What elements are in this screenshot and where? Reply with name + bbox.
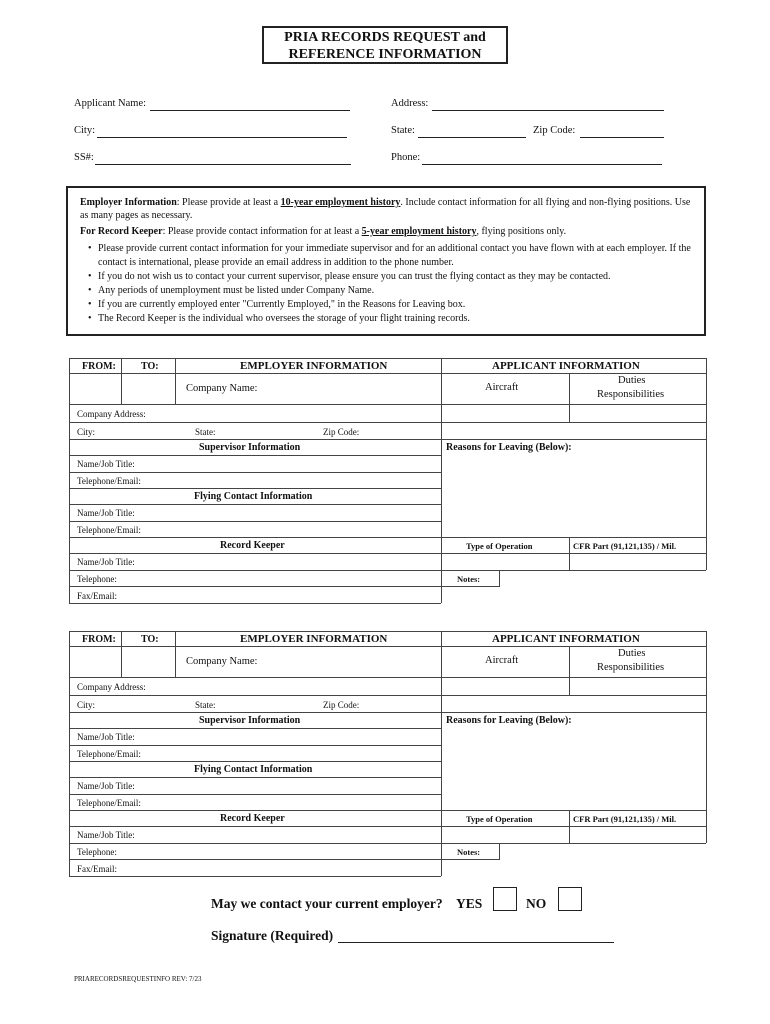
duties-label: Duties: [618, 375, 646, 386]
employer-table-2: [0, 631, 770, 881]
col-divider: [175, 358, 176, 404]
row-divider: [69, 810, 441, 811]
aircraft-label: Aircraft: [485, 382, 519, 393]
row-divider: [69, 843, 441, 844]
zip-label: Zip Code:: [533, 125, 576, 136]
row-divider: [69, 777, 441, 778]
col-divider: [569, 646, 570, 695]
employer-table-1: [0, 358, 770, 608]
row-divider: [69, 586, 441, 587]
zip-label: Zip Code:: [323, 427, 360, 437]
duties-label: Duties: [618, 648, 646, 659]
table-border-right: [706, 358, 707, 570]
supervisor-tel-label: Telephone/Email:: [77, 749, 141, 759]
keeper-instructions: [80, 225, 694, 238]
row-divider: [441, 422, 706, 423]
row-divider: [69, 570, 441, 571]
supervisor-tel-label: Telephone/Email:: [77, 476, 141, 486]
employer-instructions: [80, 196, 694, 222]
row-divider: [69, 745, 441, 746]
col-divider: [569, 537, 570, 570]
phone-label: Phone:: [391, 152, 421, 163]
table-border-bottom: [69, 876, 441, 877]
from-label: FROM:: [82, 634, 116, 645]
instructions-box: [66, 186, 706, 336]
row-divider: [69, 712, 441, 713]
row-divider: [69, 488, 441, 489]
title-line-1: PRIA RECORDS REQUEST and: [284, 30, 486, 45]
row-divider: [69, 521, 441, 522]
reasons-for-leaving-field[interactable]: [442, 440, 706, 537]
reasons-label: Reasons for Leaving (Below):: [446, 715, 572, 726]
to-date-field[interactable]: [122, 647, 175, 677]
keeper-label: For Record Keeper: [80, 226, 163, 237]
no-checkbox[interactable]: [558, 887, 582, 911]
yes-checkbox[interactable]: [493, 887, 517, 911]
employer-text-1: : Please provide at least a: [176, 197, 281, 208]
employer-emphasis: 10-year employment history: [280, 197, 401, 208]
cfr-part-label: CFR Part (91,121,135) / Mil.: [573, 814, 677, 824]
col-divider: [569, 373, 570, 422]
notes-label: Notes:: [457, 847, 481, 857]
reasons-label: Reasons for Leaving (Below):: [446, 442, 572, 453]
list-item: • Any periods of unemployment must be listed under Company Name.: [90, 284, 694, 298]
list-item: • Please provide current contact information for your immediate supervisor and for an additional contact you have flown with at each employer. If the contact is international, please provide an email address in addition to the phone number.: [90, 242, 694, 270]
notes-border: [499, 843, 500, 860]
keeper-name-label: Name/Job Title:: [77, 557, 135, 567]
responsibilities-label: Responsibilities: [597, 389, 665, 400]
signature-field[interactable]: [338, 942, 614, 943]
row-divider: [69, 794, 441, 795]
table-border-top: [69, 631, 706, 632]
to-label: TO:: [141, 361, 159, 372]
applicant-header: APPLICANT INFORMATION: [492, 360, 640, 372]
from-label: FROM:: [82, 361, 116, 372]
responsibilities-label: Responsibilities: [597, 662, 665, 673]
applicant-name-field[interactable]: [150, 110, 350, 111]
row-divider: [69, 404, 441, 405]
row-divider: [441, 843, 706, 844]
row-divider: [441, 404, 706, 405]
state-label: State:: [195, 427, 216, 437]
type-of-operation-label: Type of Operation: [466, 541, 533, 551]
row-divider: [69, 761, 441, 762]
instruction-list: [80, 242, 694, 326]
to-label: TO:: [141, 634, 159, 645]
list-item: • If you do not wish us to contact your current supervisor, please ensure you can trust the flying contact as they may be contacted.: [90, 270, 694, 284]
zip-label: Zip Code:: [323, 700, 360, 710]
employer-text-2: . Include contact information for all flying and non-flying positions. Use as many pages as necessary.: [80, 197, 691, 221]
supervisor-name-label: Name/Job Title:: [77, 732, 135, 742]
record-keeper-header: Record Keeper: [220, 813, 285, 824]
supervisor-header: Supervisor Information: [199, 715, 301, 726]
row-divider: [69, 728, 441, 729]
keeper-telephone-label: Telephone:: [77, 847, 117, 857]
col-divider: [569, 810, 570, 843]
flying-tel-label: Telephone/Email:: [77, 798, 141, 808]
state-field[interactable]: [418, 137, 526, 138]
city-label: City:: [77, 427, 96, 437]
row-divider: [69, 553, 441, 554]
flying-name-label: Name/Job Title:: [77, 508, 135, 518]
contact-question-text: May we contact your current employer?: [211, 896, 443, 911]
table-border-top: [69, 358, 706, 359]
col-divider: [175, 631, 176, 677]
address-field[interactable]: [432, 110, 664, 111]
reasons-for-leaving-field[interactable]: [442, 713, 706, 810]
row-divider: [69, 695, 441, 696]
signature-label: Signature (Required): [211, 928, 334, 943]
from-date-field[interactable]: [70, 374, 121, 404]
no-label: NO: [526, 896, 547, 911]
keeper-text-2: , flying positions only.: [476, 226, 567, 237]
city-label: City:: [77, 700, 96, 710]
keeper-fax-label: Fax/Email:: [77, 864, 117, 874]
flying-contact-header: Flying Contact Information: [194, 764, 313, 775]
flying-contact-header: Flying Contact Information: [194, 491, 313, 502]
supervisor-header: Supervisor Information: [199, 442, 301, 453]
row-divider: [69, 677, 441, 678]
row-divider: [441, 695, 706, 696]
row-divider: [69, 826, 441, 827]
row-divider: [441, 570, 706, 571]
list-item: • If you are currently employed enter "Currently Employed," in the Reasons for Leaving box.: [90, 298, 694, 312]
city-label: City:: [74, 125, 96, 136]
state-label: State:: [195, 700, 216, 710]
type-of-operation-label: Type of Operation: [466, 814, 533, 824]
row-divider: [69, 455, 441, 456]
zip-field[interactable]: [580, 137, 664, 138]
ss-label: SS#:: [74, 152, 94, 163]
aircraft-label: Aircraft: [485, 655, 519, 666]
row-divider: [69, 472, 441, 473]
company-address-label: Company Address:: [77, 682, 146, 692]
table-border-right: [706, 631, 707, 843]
company-address-label: Company Address:: [77, 409, 146, 419]
employer-header: EMPLOYER INFORMATION: [240, 633, 388, 645]
record-keeper-header: Record Keeper: [220, 540, 285, 551]
notes-border: [499, 570, 500, 587]
row-divider: [441, 537, 706, 538]
employer-header: EMPLOYER INFORMATION: [240, 360, 388, 372]
company-name-label: Company Name:: [186, 383, 258, 394]
title-line-2: REFERENCE INFORMATION: [288, 47, 482, 62]
row-divider: [441, 826, 706, 827]
row-divider: [441, 553, 706, 554]
row-divider: [69, 859, 441, 860]
notes-border: [441, 586, 500, 587]
row-divider: [69, 504, 441, 505]
applicant-header: APPLICANT INFORMATION: [492, 633, 640, 645]
table-border-bottom: [69, 603, 441, 604]
notes-label: Notes:: [457, 574, 481, 584]
row-divider: [441, 810, 706, 811]
row-divider: [69, 422, 441, 423]
supervisor-name-label: Name/Job Title:: [77, 459, 135, 469]
keeper-name-label: Name/Job Title:: [77, 830, 135, 840]
city-field[interactable]: [97, 137, 347, 138]
keeper-telephone-label: Telephone:: [77, 574, 117, 584]
employer-label: Employer Information: [80, 197, 177, 208]
ss-field[interactable]: [95, 164, 351, 165]
row-divider: [441, 677, 706, 678]
company-name-label: Company Name:: [186, 656, 258, 667]
address-label: Address:: [391, 98, 429, 109]
row-divider: [69, 439, 441, 440]
cfr-part-label: CFR Part (91,121,135) / Mil.: [573, 541, 677, 551]
from-date-field[interactable]: [70, 647, 121, 677]
yes-label: YES: [456, 896, 483, 911]
row-divider: [69, 537, 441, 538]
to-date-field[interactable]: [122, 374, 175, 404]
flying-tel-label: Telephone/Email:: [77, 525, 141, 535]
notes-border: [441, 859, 500, 860]
form-title: [262, 26, 508, 64]
keeper-fax-label: Fax/Email:: [77, 591, 117, 601]
flying-name-label: Name/Job Title:: [77, 781, 135, 791]
applicant-name-label: Applicant Name:: [74, 98, 147, 109]
phone-field[interactable]: [422, 164, 662, 165]
footer-revision: PRIARECORDSREQUESTINFO REV: 7/23: [74, 975, 202, 983]
keeper-text-1: : Please provide contact information for at least a: [162, 226, 362, 237]
list-item: • The Record Keeper is the individual who oversees the storage of your flight training records.: [90, 312, 694, 326]
keeper-emphasis: 5-year employment history: [361, 226, 477, 237]
state-label: State:: [391, 125, 415, 136]
